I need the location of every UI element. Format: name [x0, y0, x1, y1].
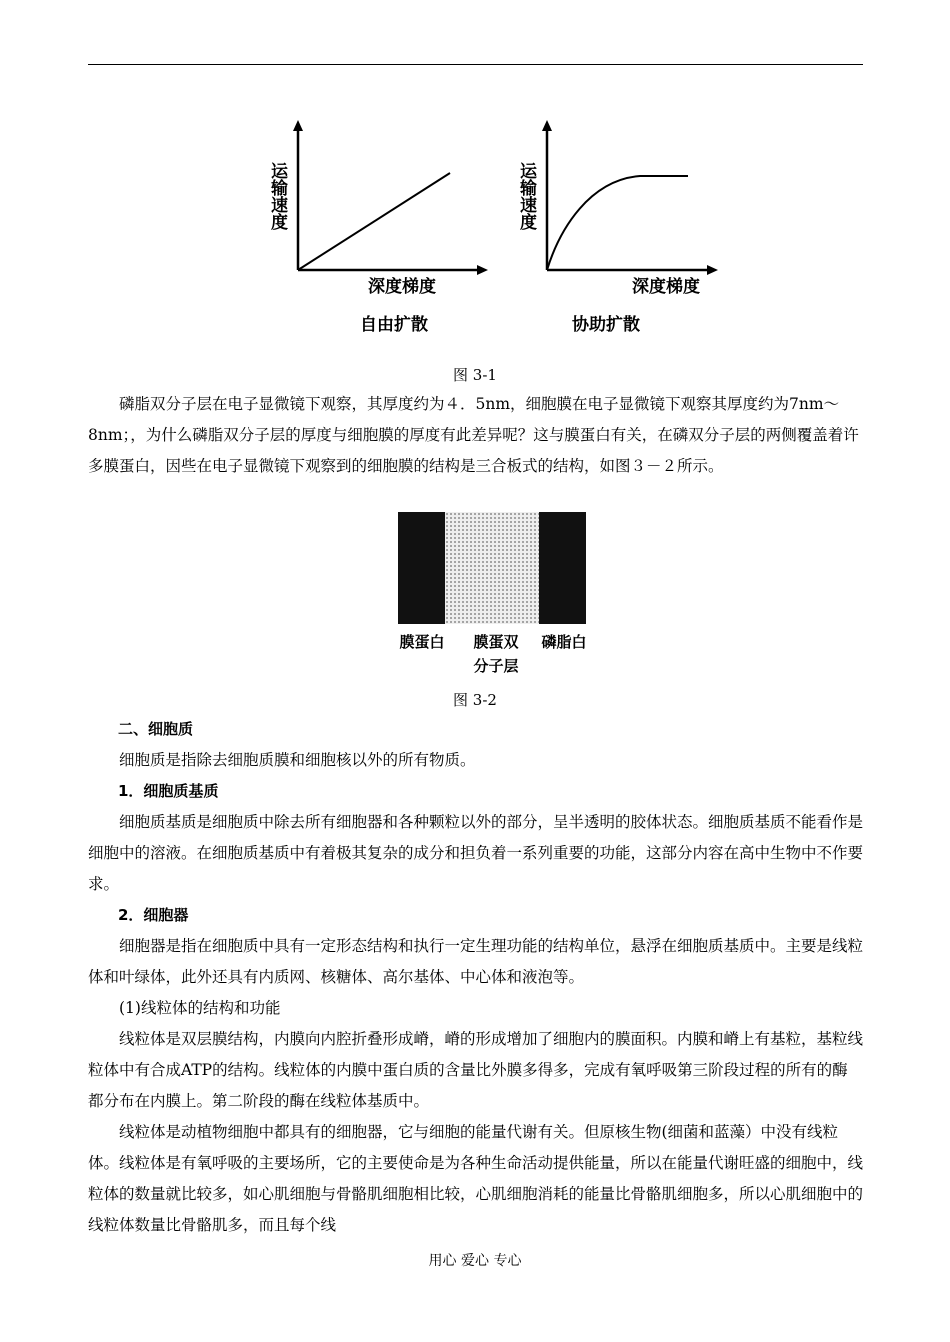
- paragraph-bilayer: [88, 389, 863, 482]
- saturation-rate-curve: [547, 176, 688, 270]
- linear-rate-curve: [298, 173, 450, 270]
- sub1-text: 细胞质基质是细胞质中除去所有细胞器和各种颗粒以外的部分，呈半透明的胶体状态。细胞质基质不能看作是细胞中的溶液。在细胞质基质中有着极其复杂的成分和担负着一系列重要的功能，这部分内容在高中生物中不作要求。: [88, 813, 864, 893]
- label-left: 膜蛋白: [399, 633, 445, 651]
- cytoplasm-section: [88, 714, 863, 1241]
- page-footer: 用心 爱心 专心: [428, 1253, 522, 1269]
- free-diffusion-graph: [267, 120, 488, 335]
- sub1-heading: 1．细胞质基质: [118, 782, 219, 800]
- right-chart-caption: 协助扩散: [572, 315, 640, 335]
- sub2-item1: (1)线粒体的结构和功能: [119, 999, 281, 1017]
- figure1-caption: 图 3-1: [453, 366, 497, 384]
- left-protein-layer: [398, 512, 445, 624]
- header-rule: [88, 64, 863, 65]
- lipid-bilayer-layer: [445, 512, 539, 624]
- mito-paragraph-2: 线粒体是动植物细胞中都具有的细胞器，它与细胞的能量代谢有关。但原核生物(细菌和蓝藻）中没有线粒体。线粒体是有氧呼吸的主要场所，它的主要使命是为各种生命活动提供能量，所以在能量代谢旺盛的细胞中，线粒体的数量就比较多，如心肌细胞与骨骼肌细胞相比较，心肌细胞消耗的能量比骨骼肌细胞多，所以心肌细胞中的线粒体数量比骨骼肌多，而且每个线: [88, 1123, 864, 1234]
- section-intro: 细胞质是指除去细胞质膜和细胞核以外的所有物质。: [119, 751, 476, 769]
- para1: 磷脂双分子层在电子显微镜下观察，其厚度约为４．5nm，细胞膜在电子显微镜下观察其厚度约为7nm～8nm；，为什么磷脂双分子层的厚度与细胞膜的厚度有此差异呢？这与膜蛋白有关，在磷双分子层的两侧覆盖着许多膜蛋白，因些在电子显微镜下观察到的细胞膜的结构是三合板式的结构，如图３－２所示。: [88, 395, 859, 475]
- left-y-label: 运输速度: [267, 162, 287, 230]
- label-right: 磷脂白: [541, 633, 587, 651]
- label-middle-line2: 分子层: [473, 657, 519, 675]
- membrane-diagram: [398, 512, 586, 624]
- label-middle: [462, 630, 530, 678]
- sub2-text: 细胞器是指在细胞质中具有一定形态结构和执行一定生理功能的结构单位，悬浮在细胞质基质中。主要是线粒体和叶绿体，此外还具有内质网、核糖体、高尔基体、中心体和液泡等。: [88, 937, 864, 986]
- label-middle-line1: 膜蛋双: [473, 633, 519, 651]
- figure2-caption: 图 3-2: [453, 691, 497, 709]
- left-chart-caption: 自由扩散: [360, 315, 428, 335]
- left-x-label: 深度梯度: [368, 277, 436, 297]
- right-protein-layer: [539, 512, 586, 624]
- sub2-heading: 2．细胞器: [118, 906, 189, 924]
- diffusion-figure: [260, 118, 720, 348]
- mito-paragraph-1: 线粒体是双层膜结构，内膜向内腔折叠形成嵴，嵴的形成增加了细胞内的膜面积。内膜和嵴上有基粒，基粒线粒体中有合成ATP的结构。线粒体的内膜中蛋白质的含量比外膜多得多，完成有氧呼吸第三阶段过程的所有的酶都分布在内膜上。第二阶段的酶在线粒体基质中。: [88, 1030, 864, 1110]
- right-y-label: 运输速度: [516, 162, 536, 230]
- section-heading: 二、细胞质: [118, 720, 194, 738]
- right-x-label: 深度梯度: [632, 277, 700, 297]
- facilitated-diffusion-graph: [516, 120, 718, 335]
